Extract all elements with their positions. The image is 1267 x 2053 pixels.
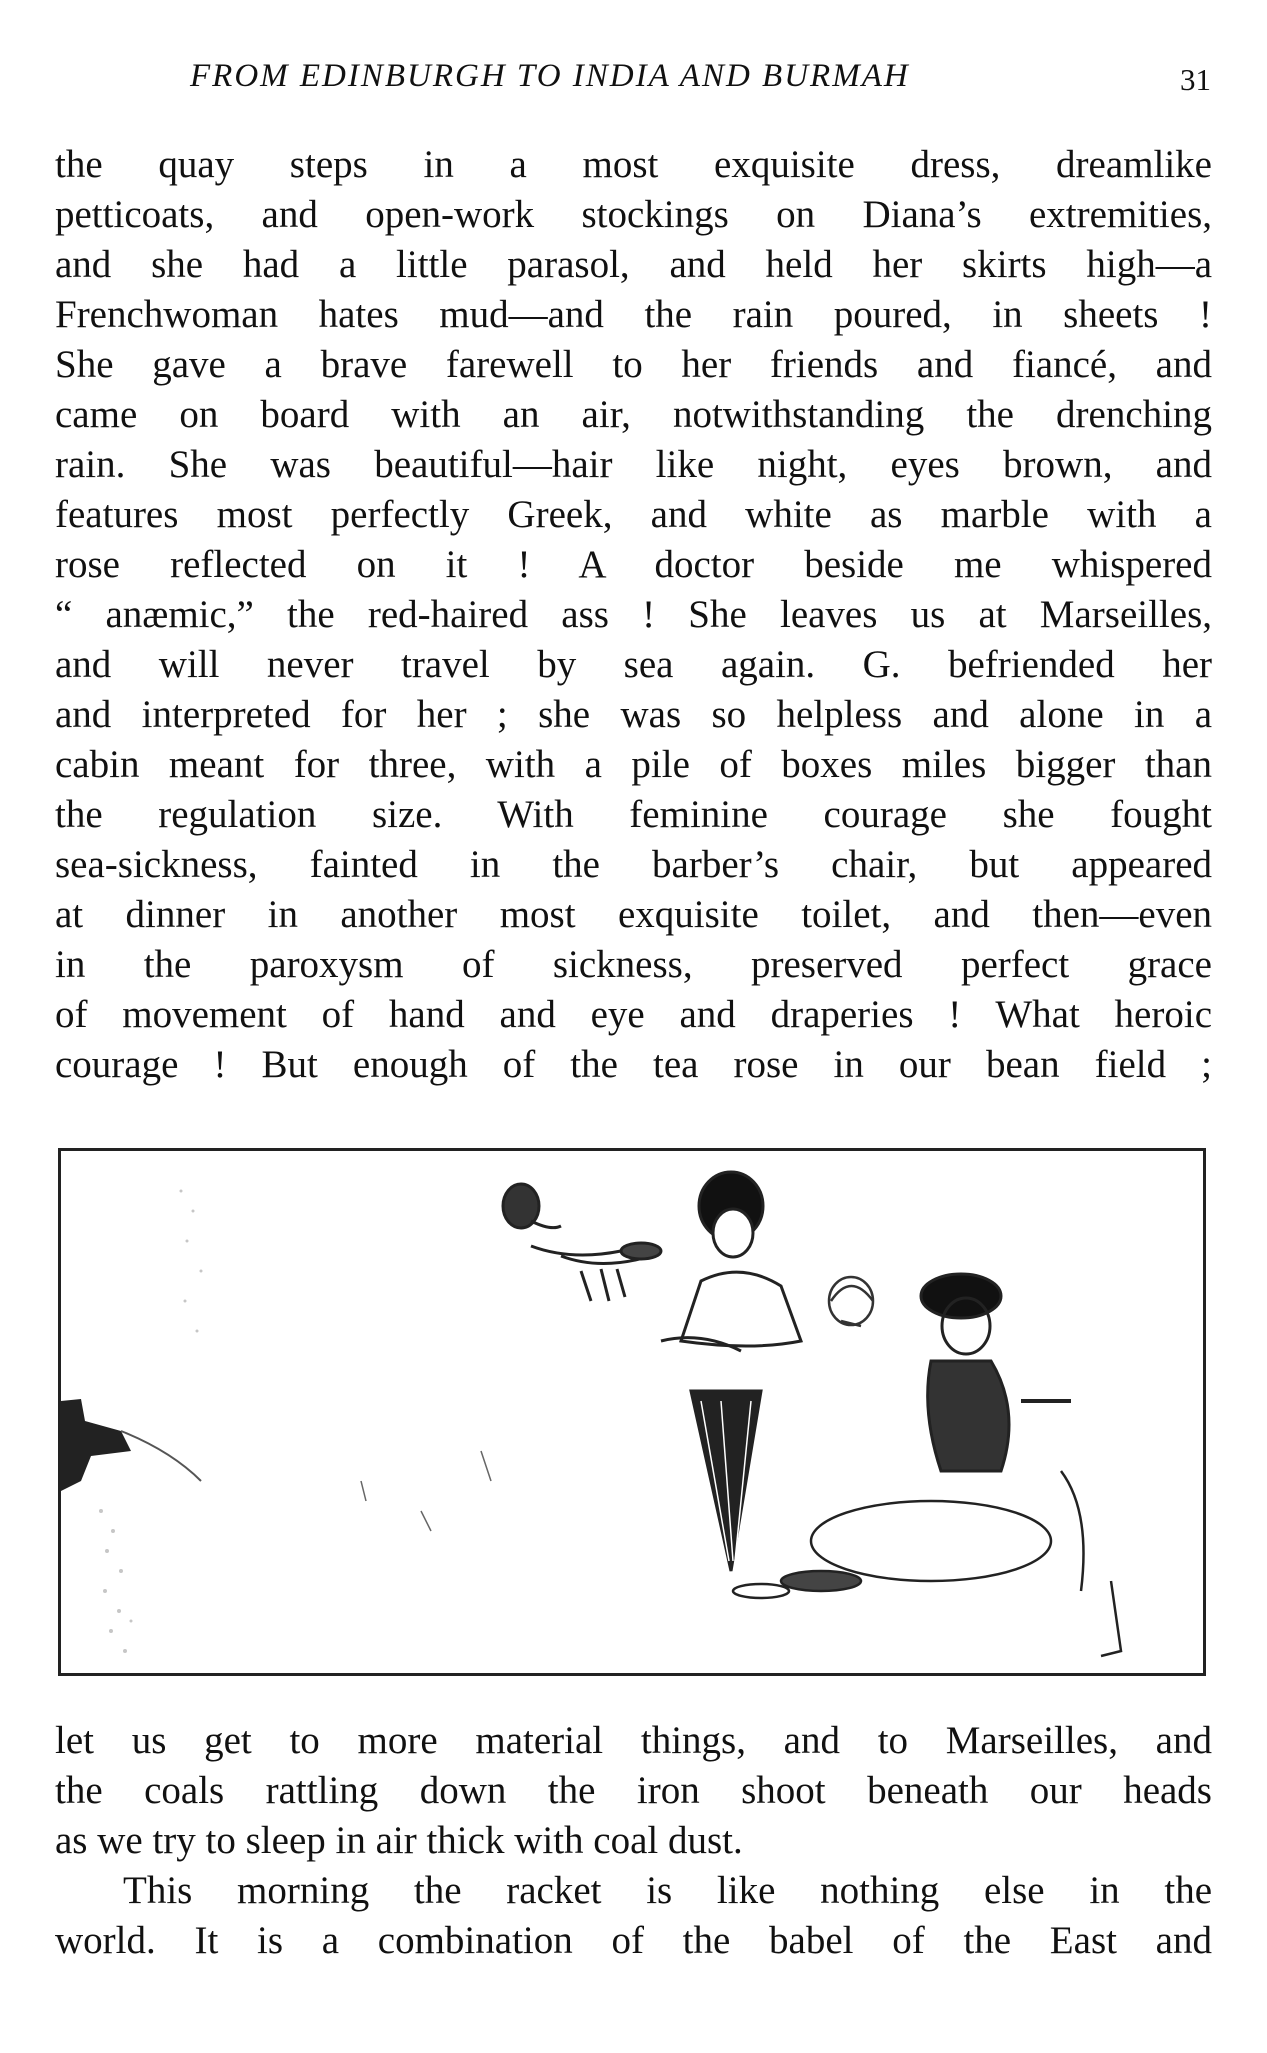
text-line: “ anæmic,” the red-haired ass ! She leaves us at Marseilles, — [55, 593, 1212, 636]
text-line: the coals rattling down the iron shoot beneath our heads — [55, 1769, 1212, 1812]
text-line: features most perfectly Greek, and white as marble with a — [55, 493, 1212, 536]
text-line: and she had a little parasol, and held her skirts high—a — [55, 243, 1212, 286]
text-line: in the paroxysm of sickness, preserved perfect grace — [55, 943, 1212, 986]
text-line: This morning the racket is like nothing else in the — [123, 1869, 1212, 1912]
text-line: rose reflected on it ! A doctor beside me whispered — [55, 543, 1212, 586]
text-line: let us get to more material things, and to Marseilles, and — [55, 1719, 1212, 1762]
running-head: FROM EDINBURGH TO INDIA AND BURMAH — [190, 58, 910, 94]
small-figure — [829, 1277, 873, 1326]
text-line: rain. She was beautiful—hair like night, eyes brown, and — [55, 443, 1212, 486]
page-number: 31 — [1180, 62, 1211, 97]
text-line: and interpreted for her ; she was so helpless and alone in a — [55, 693, 1212, 736]
text-line: cabin meant for three, with a pile of boxes miles bigger than — [55, 743, 1212, 786]
illustration-dining-saloon — [58, 1148, 1206, 1676]
left-dark-shape — [61, 1399, 131, 1491]
text-line: petticoats, and open-work stockings on Diana’s extremities, — [55, 193, 1212, 236]
text-line: the regulation size. With feminine courage she fought — [55, 793, 1212, 836]
text-line: the quay steps in a most exquisite dress, dreamlike — [55, 143, 1212, 186]
steward-figure — [503, 1184, 661, 1301]
left-wall-stipple — [99, 1190, 203, 1654]
text-line: of movement of hand and eye and draperies ! What heroic — [55, 993, 1212, 1036]
text-line: as we try to sleep in air thick with coal dust. — [55, 1819, 743, 1862]
text-line: courage ! But enough of the tea rose in our bean field ; — [55, 1043, 1212, 1086]
text-line: world. It is a combination of the babel of the East and — [55, 1919, 1212, 1962]
text-line: She gave a brave farewell to her friends and fiancé, and — [55, 343, 1212, 386]
sketch-drawing — [61, 1151, 1203, 1673]
man-figure — [921, 1274, 1071, 1471]
lady-figure — [661, 1172, 801, 1571]
text-line: Frenchwoman hates mud—and the rain poured, in sheets ! — [55, 293, 1212, 336]
text-line: and will never travel by sea again. G. befriended her — [55, 643, 1212, 686]
text-line: sea-sickness, fainted in the barber’s chair, but appeared — [55, 843, 1212, 886]
text-line: came on board with an air, notwithstanding the drenching — [55, 393, 1212, 436]
text-line: at dinner in another most exquisite toilet, and then—even — [55, 893, 1212, 936]
